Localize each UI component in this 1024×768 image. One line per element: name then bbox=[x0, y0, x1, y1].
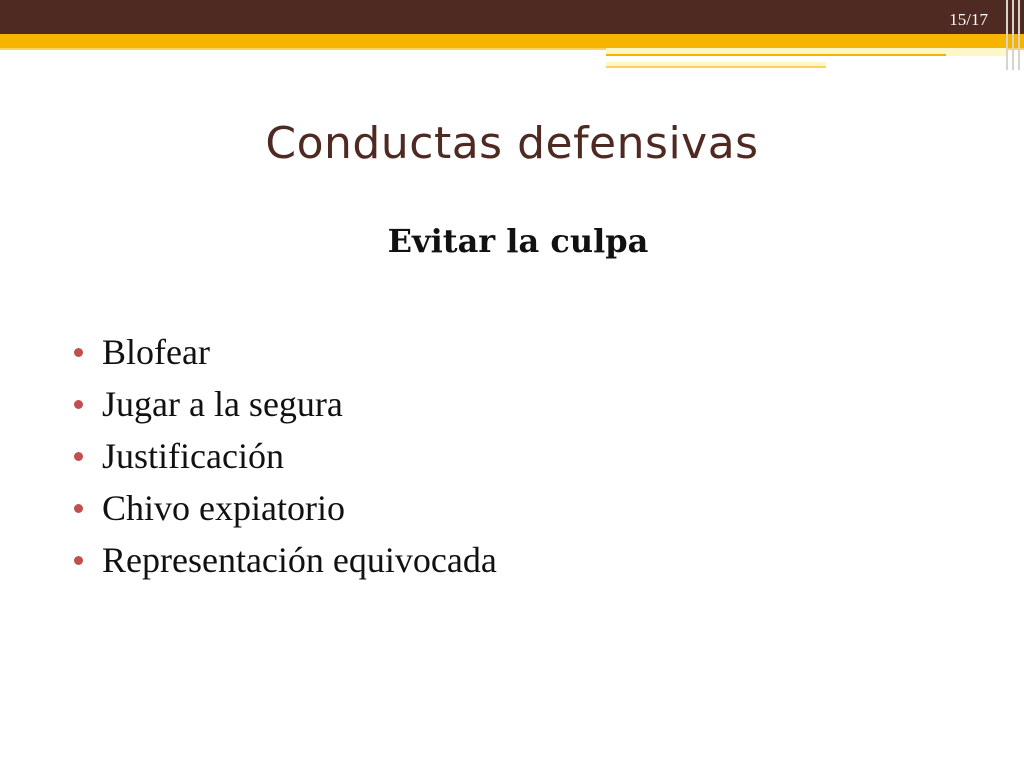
header-dark-band bbox=[0, 0, 1024, 34]
header-gold-thin-line-short bbox=[606, 66, 826, 68]
bullet-item bbox=[74, 482, 497, 534]
bullet-text: Chivo expiatorio bbox=[102, 488, 345, 528]
bullet-dot-icon bbox=[74, 504, 83, 513]
vertical-line bbox=[1012, 0, 1014, 70]
bullet-item bbox=[74, 326, 497, 378]
header-gold-band bbox=[0, 34, 1024, 48]
slide-subtitle: Evitar la culpa bbox=[387, 222, 649, 260]
bullet-item bbox=[74, 534, 497, 586]
header-vertical-lines bbox=[1000, 0, 1024, 70]
header-gold-thin-line bbox=[606, 54, 946, 56]
bullet-dot-icon bbox=[74, 348, 83, 357]
bullet-item bbox=[74, 378, 497, 430]
bullet-text: Jugar a la segura bbox=[102, 384, 343, 424]
bullet-list bbox=[74, 326, 497, 586]
page-number: 15/17 bbox=[949, 10, 988, 29]
bullet-item bbox=[74, 430, 497, 482]
bullet-text: Representación equivocada bbox=[102, 540, 497, 580]
vertical-line bbox=[1006, 0, 1008, 70]
bullet-text: Blofear bbox=[102, 332, 210, 372]
bullet-text: Justificación bbox=[102, 436, 284, 476]
bullet-dot-icon bbox=[74, 452, 83, 461]
vertical-line bbox=[1018, 0, 1020, 70]
bullet-dot-icon bbox=[74, 400, 83, 409]
slide-title: Conductas defensivas bbox=[265, 118, 759, 169]
bullet-dot-icon bbox=[74, 556, 83, 565]
